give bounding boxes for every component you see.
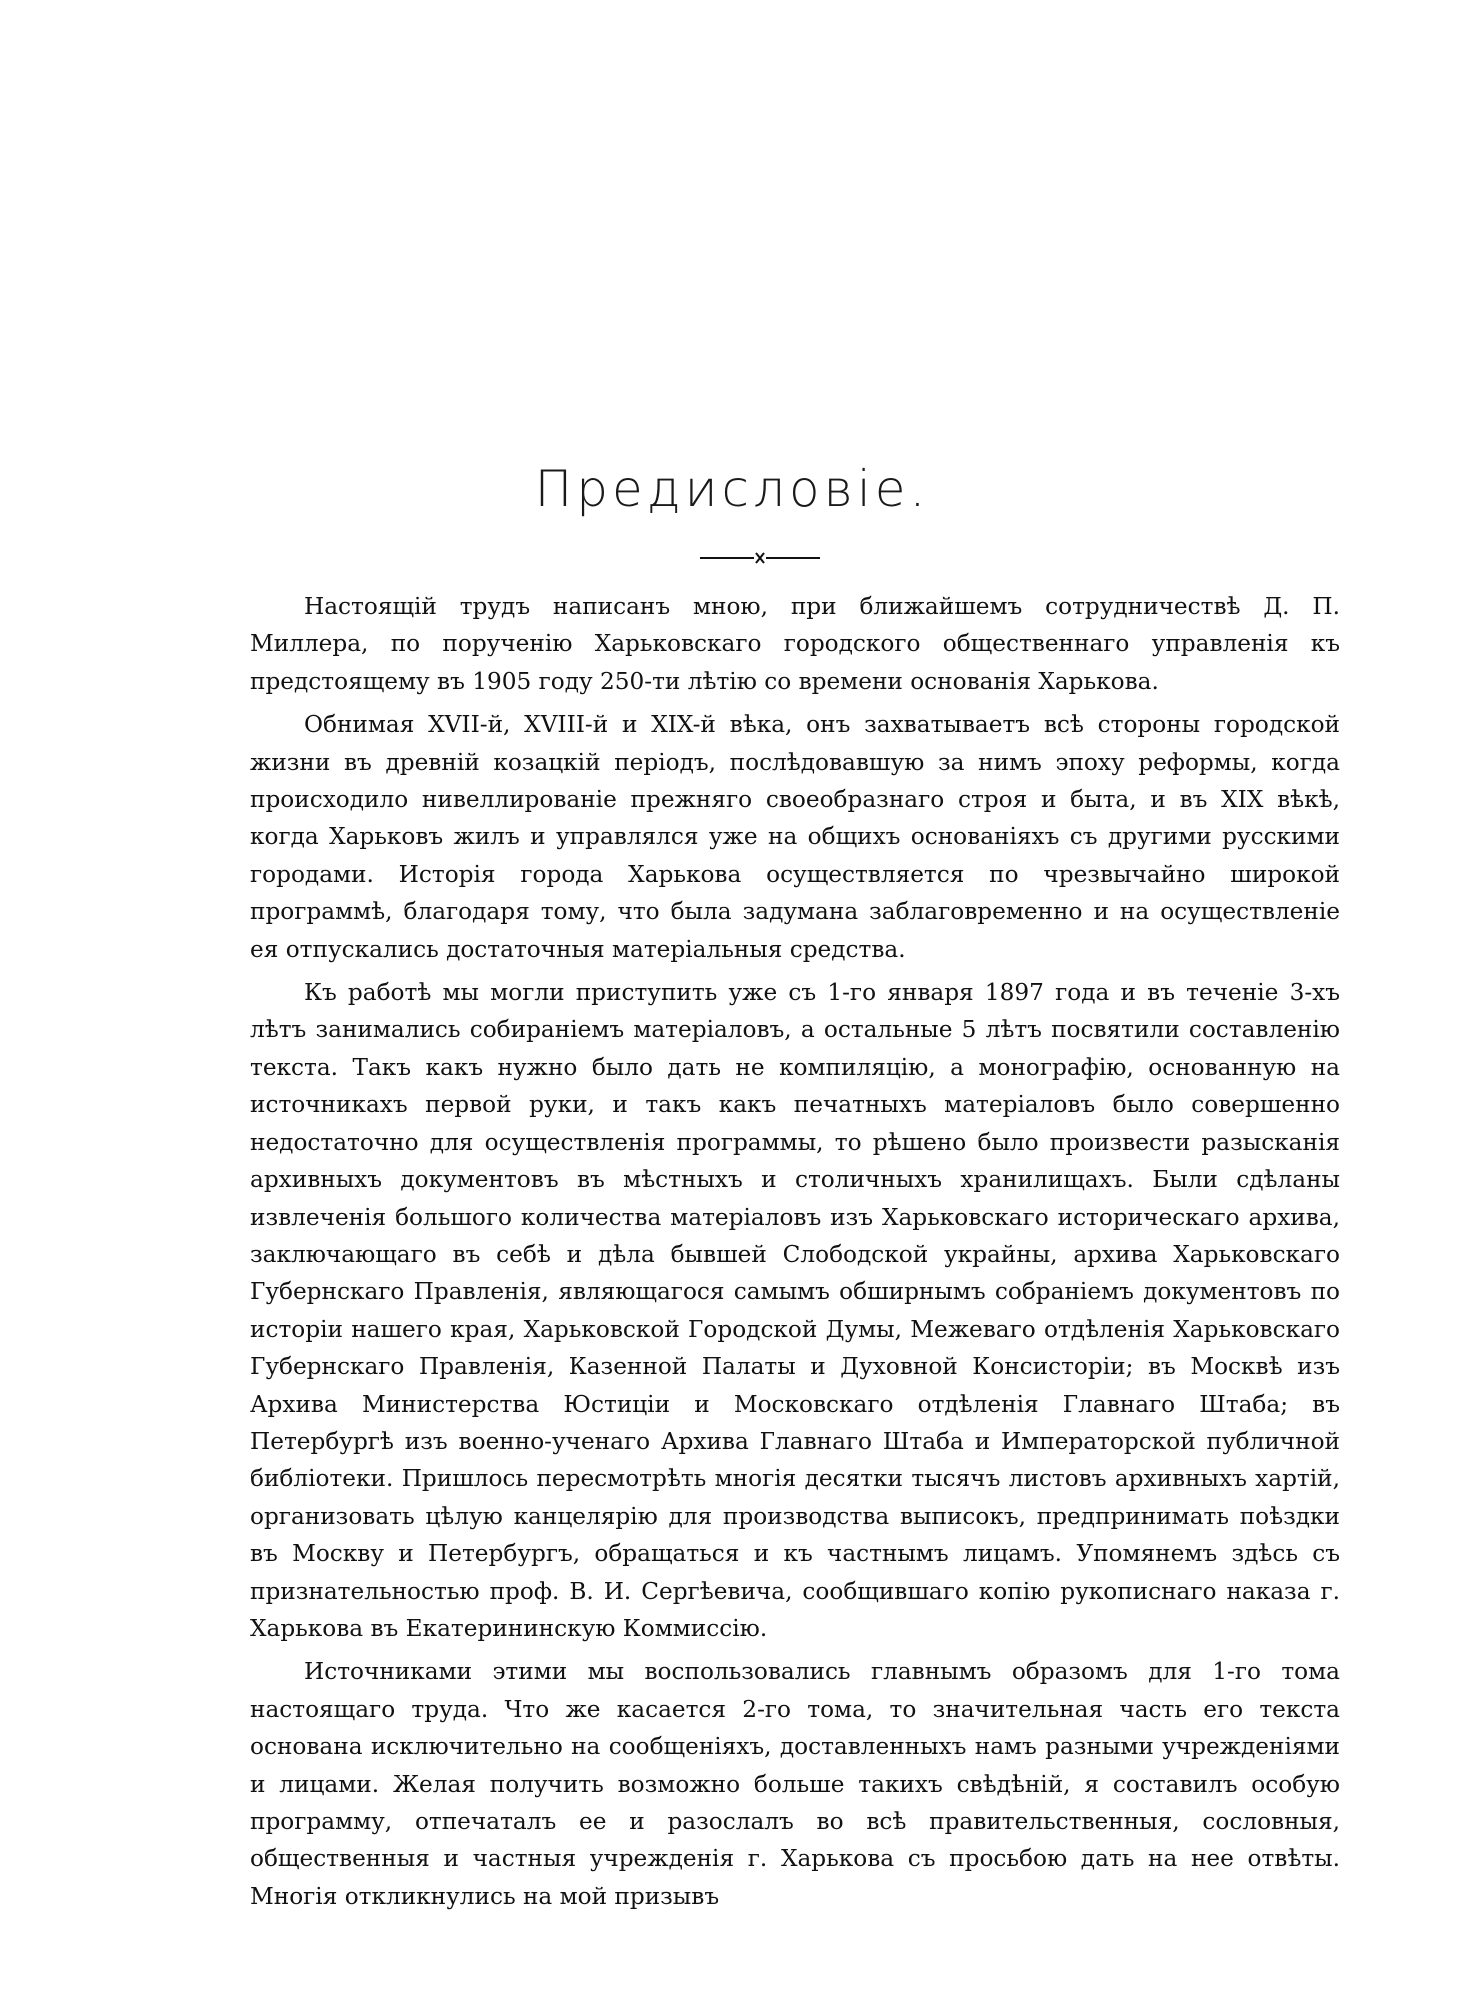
paragraph-3: Къ работѣ мы могли приступить уже съ 1-го января 1897 года и въ теченіе 3-хъ лѣтъ занимались собираніемъ матеріаловъ, а остальные 5 лѣтъ посвятили составленію текста. Такъ какъ нужно было дать не компиляцію, а монографію, основанную на источникахъ первой руки, и такъ какъ печатныхъ матеріаловъ было совершенно недостаточно для осуществленія программы, то рѣшено было произвести разысканія архивныхъ документовъ въ мѣстныхъ и столичныхъ хранилищахъ. Были сдѣланы извлеченія большого количества матеріаловъ изъ Харьковскаго историческаго архива, заключающаго въ себѣ и дѣла бывшей Слободской украйны, архива Харьковскаго Губернскаго Правленія, являющагося самымъ обширнымъ собраніемъ документовъ по исторіи нашего края, Харьковской Городской Думы, Межеваго отдѣленія Харьковскаго Губернскаго Правленія, Казенной Палаты и Духовной Консисторіи; въ Москвѣ изъ Архива Министерства Юстиціи и Московскаго отдѣленія Главнаго Штаба; въ Петербургѣ изъ военно-ученаго Архива Главнаго Штаба и Императорской публичной библіотеки. Пришлось пересмотрѣть многія десятки тысячъ листовъ архивныхъ хартій, организовать цѣлую канцелярію для производства выписокъ, предпринимать поѣздки въ Москву и Петербургъ, обращаться и къ частнымъ лицамъ. Упомянемъ здѣсь съ признательностью проф. В. И. Сергѣевича, сообщившаго копію рукописнаго наказа г. Харькова въ Екатерининскую Коммиссію. [250, 979, 1340, 1642]
paragraph-1: Настоящій трудъ написанъ мною, при ближайшемъ сотрудничествѣ Д. П. Миллера, по порученію Харьковскаго городского общественнаго управленія къ предстоящему въ 1905 году 250-ти лѣтію со времени основанія Харькова. [250, 593, 1340, 695]
paragraph-4: Источниками этими мы воспользовались главнымъ образомъ для 1-го тома настоящаго труда. Что же касается 2-го тома, то значительная часть его текста основана исключительно на сообщеніяхъ, доставленныхъ намъ разными учрежденіями и лицами. Желая получить возможно больше такихъ свѣдѣній, я составилъ особую программу, отпечаталъ ее и разослалъ во всѣ правительственныя, сословныя, общественныя и частныя учрежденія г. Харькова съ просьбою дать на нее отвѣты. Многія откликнулись на мой призывъ [250, 1658, 1340, 1910]
page-title: Предисловіе. [534, 460, 930, 518]
paragraph-2: Обнимая XVII-й, XVIII-й и XIX-й вѣка, онъ захватываетъ всѣ стороны городской жизни въ древній козацкій періодъ, послѣдовавшую за нимъ эпоху реформы, когда происходило нивеллированіе прежняго своеобразнаго строя и быта, и въ XIX вѣкѣ, когда Харьковъ жилъ и управлялся уже на общихъ основаніяхъ съ другими русскими городами. Исторія города Харькова осуществляется по чрезвычайно широкой программѣ, благодаря тому, что была задумана заблаговременно и на осуществленіе ея отпускались достаточныя матеріальныя средства. [250, 711, 1340, 963]
preface-body [250, 588, 1340, 1921]
title-ornament [700, 548, 820, 568]
